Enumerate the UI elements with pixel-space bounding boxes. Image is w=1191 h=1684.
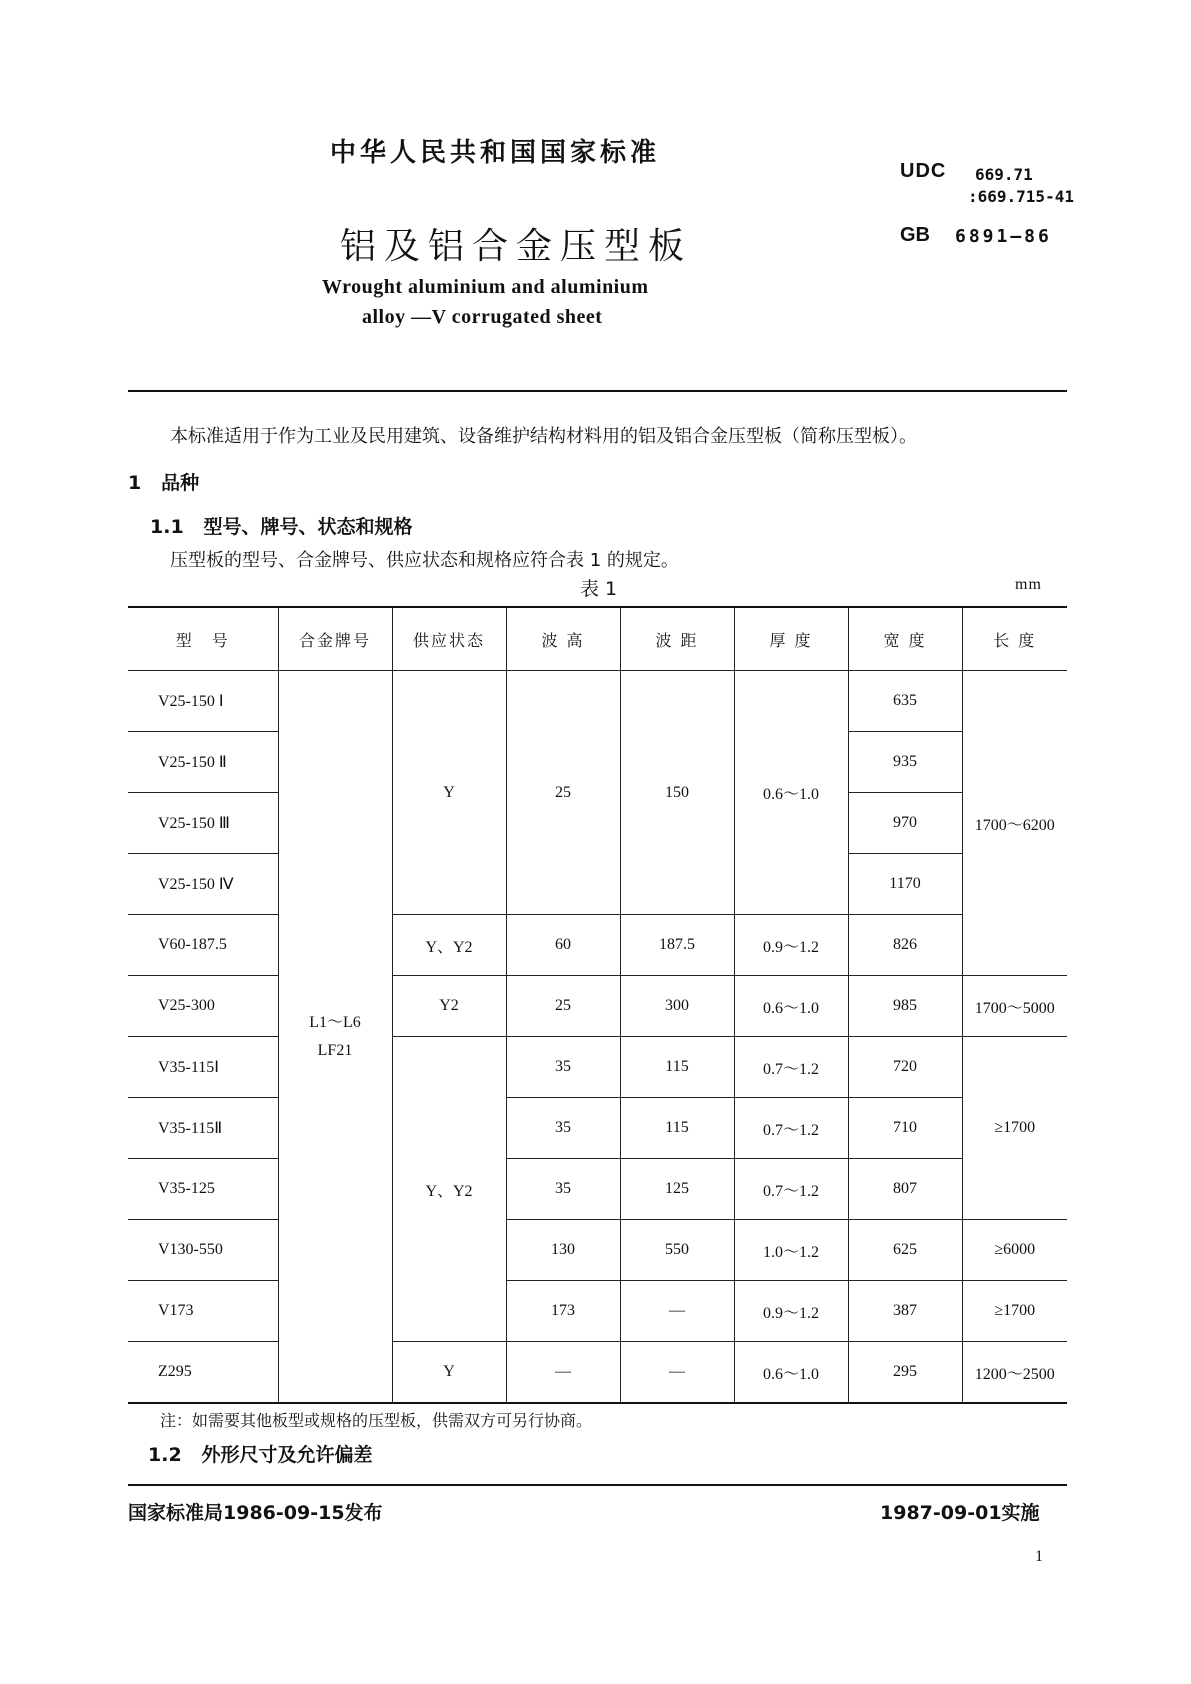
section-1-2-heading bbox=[148, 1440, 373, 1467]
column-header: 厚 度 bbox=[734, 607, 848, 671]
width-cell: 295 bbox=[848, 1342, 962, 1404]
column-header: 型 号 bbox=[128, 607, 278, 671]
udc-value-2: :669.715-41 bbox=[968, 187, 1074, 206]
column-header: 波 高 bbox=[506, 607, 620, 671]
length-cell: ≥1700 bbox=[962, 1037, 1067, 1220]
thickness-cell: 0.7～1.2 bbox=[734, 1159, 848, 1220]
table-header-row bbox=[128, 607, 1067, 671]
page-number: 1 bbox=[1035, 1548, 1043, 1565]
wave-height-cell: 60 bbox=[506, 915, 620, 976]
table-row bbox=[128, 1098, 1067, 1159]
length-cell: 1700～5000 bbox=[962, 976, 1067, 1037]
wave-pitch-cell: — bbox=[620, 1342, 734, 1404]
section-1-1-heading bbox=[150, 512, 413, 539]
section-1-heading bbox=[128, 468, 199, 495]
intro-paragraph: 本标准适用于作为工业及民用建筑、设备维护结构材料用的铝及铝合金压型板（简称压型板）。 bbox=[170, 426, 917, 447]
section-1-1-text: 压型板的型号、合金牌号、供应状态和规格应符合表 1 的规定。 bbox=[170, 550, 679, 571]
wave-height-cell: 35 bbox=[506, 1098, 620, 1159]
column-header: 长 度 bbox=[962, 607, 1067, 671]
document-title-en-line2: alloy —V corrugated sheet bbox=[362, 306, 603, 328]
length-cell: ≥6000 bbox=[962, 1220, 1067, 1281]
wave-pitch-cell: 150 bbox=[620, 671, 734, 915]
wave-height-cell: 25 bbox=[506, 976, 620, 1037]
thickness-cell: 0.9～1.2 bbox=[734, 915, 848, 976]
wave-pitch-cell: 115 bbox=[620, 1098, 734, 1159]
wave-pitch-cell: 300 bbox=[620, 976, 734, 1037]
model-cell: V35-115Ⅰ bbox=[128, 1037, 278, 1098]
footer-rule bbox=[128, 1484, 1067, 1486]
wave-height-cell: 35 bbox=[506, 1159, 620, 1220]
wave-height-cell: 25 bbox=[506, 671, 620, 915]
table-row bbox=[128, 1342, 1067, 1404]
section-number: 1.2 bbox=[148, 1444, 182, 1466]
thickness-cell: 0.7～1.2 bbox=[734, 1098, 848, 1159]
model-cell: V173 bbox=[128, 1281, 278, 1342]
state-cell: Y bbox=[392, 671, 506, 915]
column-header: 供应状态 bbox=[392, 607, 506, 671]
table-row bbox=[128, 1281, 1067, 1342]
table-row bbox=[128, 915, 1067, 976]
thickness-cell: 1.0～1.2 bbox=[734, 1220, 848, 1281]
national-standard-heading: 中华人民共和国国家标准 bbox=[330, 138, 661, 168]
table-row bbox=[128, 671, 1067, 732]
width-cell: 720 bbox=[848, 1037, 962, 1098]
width-cell: 635 bbox=[848, 671, 962, 732]
width-cell: 935 bbox=[848, 732, 962, 793]
table-note: 注：如需要其他板型或规格的压型板，供需双方可另行协商。 bbox=[160, 1411, 593, 1430]
section-title: 型号、牌号、状态和规格 bbox=[203, 516, 413, 538]
issue-date: 国家标准局1986-09-15发布 bbox=[128, 1502, 383, 1524]
model-cell: V25-150 Ⅰ bbox=[128, 671, 278, 732]
section-number: 1 bbox=[128, 472, 142, 494]
section-number: 1.1 bbox=[150, 516, 184, 538]
width-cell: 1170 bbox=[848, 854, 962, 915]
wave-height-cell: — bbox=[506, 1342, 620, 1404]
header-rule bbox=[128, 390, 1067, 392]
section-title: 品种 bbox=[161, 472, 200, 494]
model-cell: V35-115Ⅱ bbox=[128, 1098, 278, 1159]
column-header: 波 距 bbox=[620, 607, 734, 671]
wave-pitch-cell: 125 bbox=[620, 1159, 734, 1220]
length-cell: ≥1700 bbox=[962, 1281, 1067, 1342]
section-title: 外形尺寸及允许偏差 bbox=[201, 1444, 373, 1466]
wave-height-cell: 35 bbox=[506, 1037, 620, 1098]
width-cell: 970 bbox=[848, 793, 962, 854]
gb-number: 6891—86 bbox=[955, 226, 1052, 247]
model-cell: V25-150 Ⅱ bbox=[128, 732, 278, 793]
width-cell: 625 bbox=[848, 1220, 962, 1281]
length-cell: 1200～2500 bbox=[962, 1342, 1067, 1404]
udc-value-1: 669.71 bbox=[975, 165, 1033, 184]
thickness-cell: 0.6～1.0 bbox=[734, 1342, 848, 1404]
udc-label: UDC bbox=[900, 160, 947, 182]
column-header: 合金牌号 bbox=[278, 607, 392, 671]
state-cell: Y bbox=[392, 1342, 506, 1404]
state-cell: Y、Y2 bbox=[392, 1037, 506, 1342]
wave-height-cell: 130 bbox=[506, 1220, 620, 1281]
table-row bbox=[128, 1159, 1067, 1220]
document-title-en-line1: Wrought aluminium and aluminium bbox=[322, 276, 649, 298]
wave-pitch-cell: 187.5 bbox=[620, 915, 734, 976]
length-cell: 1700～6200 bbox=[962, 671, 1067, 976]
state-cell: Y2 bbox=[392, 976, 506, 1037]
spec-table bbox=[128, 606, 1067, 1404]
wave-pitch-cell: — bbox=[620, 1281, 734, 1342]
alloy-value: L1～L6 LF21 bbox=[309, 1013, 361, 1059]
width-cell: 807 bbox=[848, 1159, 962, 1220]
effective-date: 1987-09-01实施 bbox=[880, 1502, 1040, 1524]
model-cell: V25-150 Ⅲ bbox=[128, 793, 278, 854]
table-caption: 表 1 bbox=[580, 578, 618, 600]
model-cell: V130-550 bbox=[128, 1220, 278, 1281]
wave-pitch-cell: 115 bbox=[620, 1037, 734, 1098]
wave-height-cell: 173 bbox=[506, 1281, 620, 1342]
table-row bbox=[128, 976, 1067, 1037]
model-cell: Z295 bbox=[128, 1342, 278, 1404]
model-cell: V25-150 Ⅳ bbox=[128, 854, 278, 915]
thickness-cell: 0.6～1.0 bbox=[734, 671, 848, 915]
table-row bbox=[128, 1220, 1067, 1281]
column-header: 宽 度 bbox=[848, 607, 962, 671]
state-cell: Y、Y2 bbox=[392, 915, 506, 976]
model-cell: V35-125 bbox=[128, 1159, 278, 1220]
width-cell: 710 bbox=[848, 1098, 962, 1159]
table-row bbox=[128, 1037, 1067, 1098]
width-cell: 387 bbox=[848, 1281, 962, 1342]
thickness-cell: 0.9～1.2 bbox=[734, 1281, 848, 1342]
table-unit: mm bbox=[1015, 576, 1042, 593]
model-cell: V25-300 bbox=[128, 976, 278, 1037]
alloy-cell bbox=[278, 671, 392, 1404]
width-cell: 826 bbox=[848, 915, 962, 976]
wave-pitch-cell: 550 bbox=[620, 1220, 734, 1281]
thickness-cell: 0.7～1.2 bbox=[734, 1037, 848, 1098]
thickness-cell: 0.6～1.0 bbox=[734, 976, 848, 1037]
model-cell: V60-187.5 bbox=[128, 915, 278, 976]
width-cell: 985 bbox=[848, 976, 962, 1037]
document-title-cn: 铝及铝合金压型板 bbox=[340, 226, 693, 267]
gb-label: GB bbox=[900, 224, 930, 246]
